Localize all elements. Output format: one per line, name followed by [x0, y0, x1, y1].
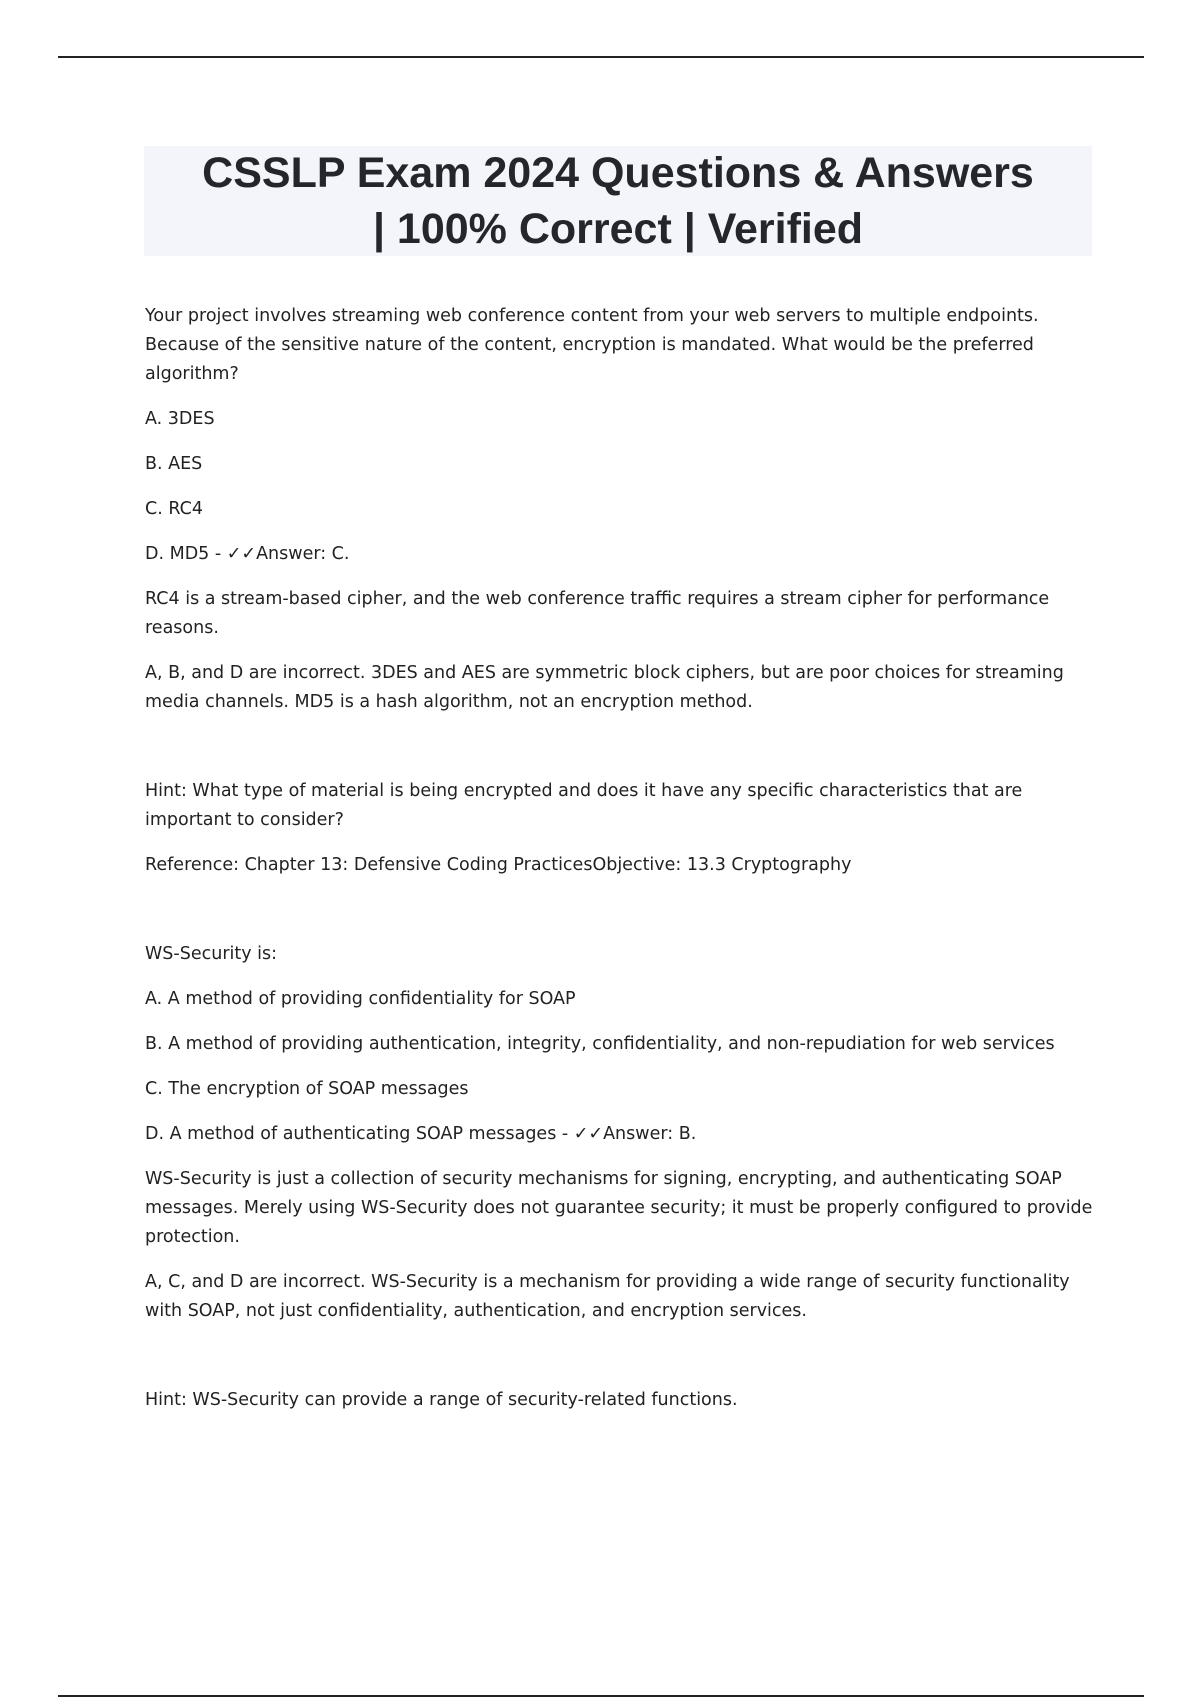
spacer — [145, 733, 1095, 777]
spacer — [145, 1342, 1095, 1386]
top-rule — [58, 56, 1144, 58]
question-1-explanation: RC4 is a stream-based cipher, and the web conference traffic requires a stream cipher for performance reasons. — [145, 589, 1050, 638]
question-1-option-c: C. RC4 — [145, 499, 203, 519]
question-2-incorrect-note: A, C, and D are incorrect. WS-Security is a mechanism for providing a wide range of security functionality with SOAP, not just confidentiality, authentication, and encryption services. — [145, 1272, 1070, 1321]
title-line-1: CSSLP Exam 2024 Questions & Answers — [202, 149, 1034, 197]
question-2-option-a: A. A method of providing confidentiality for SOAP — [145, 989, 576, 1009]
question-1-hint: Hint: What type of material is being encrypted and does it have any specific characteristics that are important to consider? — [145, 781, 1023, 830]
question-1-reference: Reference: Chapter 13: Defensive Coding PracticesObjective: 13.3 Cryptography — [145, 855, 852, 875]
question-2-explanation: WS-Security is just a collection of security mechanisms for signing, encrypting, and authenticating SOAP messages. Merely using WS-Security does not guarantee security; it must be properly configured to provide protection. — [145, 1169, 1093, 1247]
question-2-option-c: C. The encryption of SOAP messages — [145, 1079, 469, 1099]
question-1-incorrect-note: A, B, and D are incorrect. 3DES and AES are symmetric block ciphers, but are poor choices for streaming media channels. MD5 is a hash algorithm, not an encryption method. — [145, 663, 1064, 712]
bottom-rule — [58, 1695, 1144, 1697]
question-1-option-d-answer: D. MD5 - ✓✓Answer: C. — [145, 544, 350, 564]
title-line-2: | 100% Correct | Verified — [372, 205, 864, 253]
question-2-option-b: B. A method of providing authentication, integrity, confidentiality, and non-repudiation for web services — [145, 1034, 1055, 1054]
question-2-option-d-answer: D. A method of authenticating SOAP messages - ✓✓Answer: B. — [145, 1124, 697, 1144]
question-2-hint: Hint: WS-Security can provide a range of security-related functions. — [145, 1390, 738, 1410]
spacer — [145, 896, 1095, 940]
question-1-option-b: B. AES — [145, 454, 203, 474]
document-body — [145, 302, 1095, 1431]
question-1-option-a: A. 3DES — [145, 409, 215, 429]
document-title — [144, 146, 1092, 256]
question-1-prompt: Your project involves streaming web conference content from your web servers to multiple endpoints. Because of the sensitive nature of the content, encryption is mandated. What would be the preferred algorithm? — [145, 306, 1039, 384]
question-2-prompt: WS-Security is: — [145, 944, 278, 964]
